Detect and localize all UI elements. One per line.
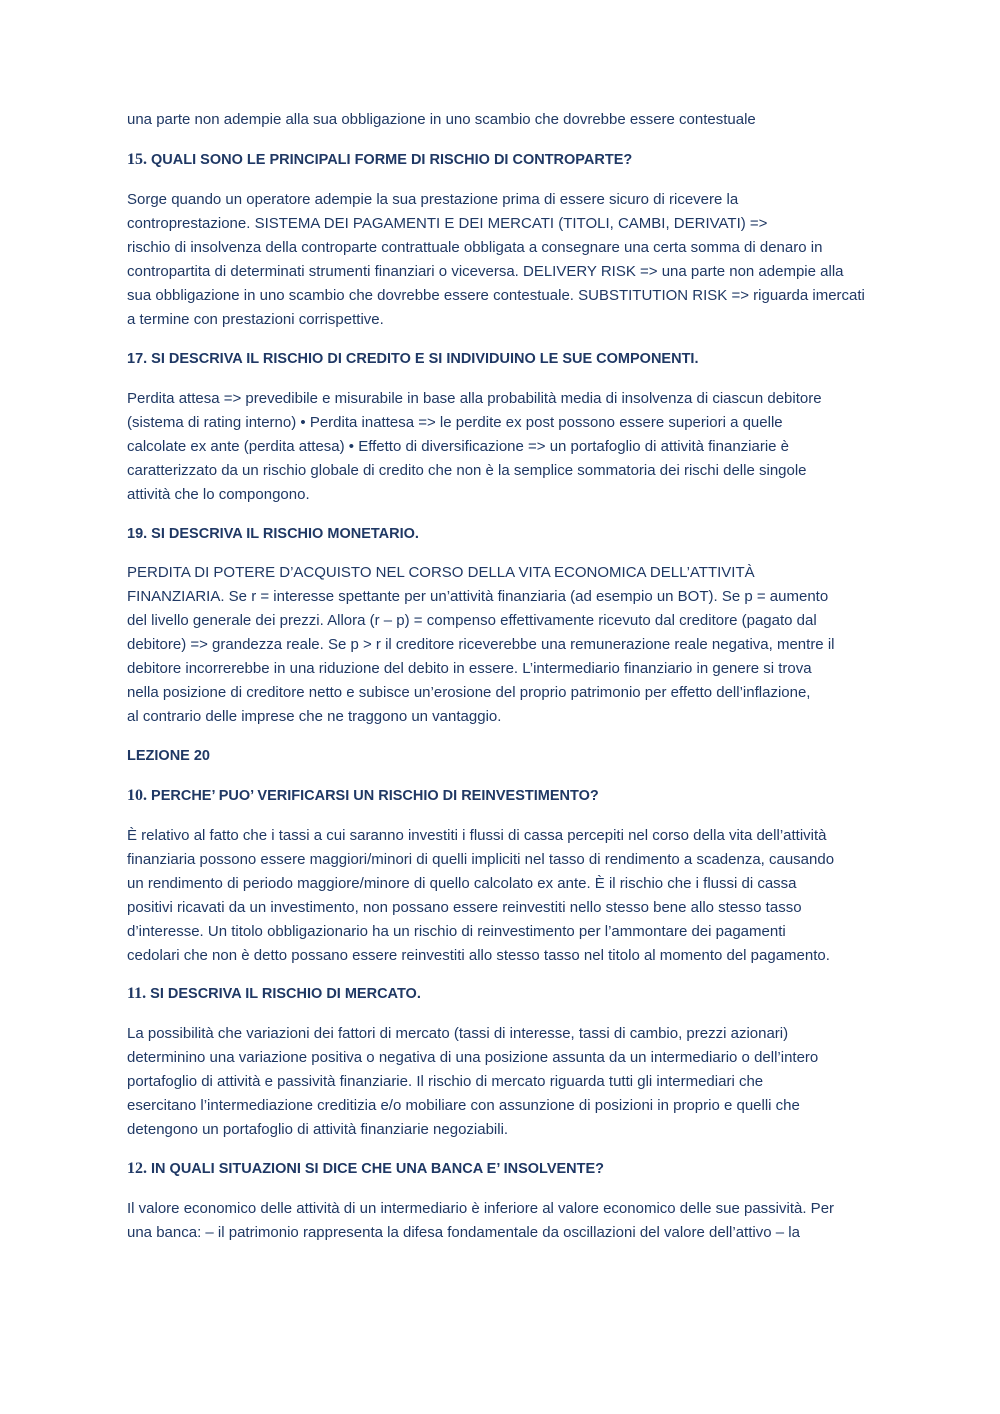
text-line: positivi ricavati da un investimento, non possano essere reinvestiti nello stesso bene allo stesso tasso — [127, 899, 802, 916]
text-line: a termine con prestazioni corrispettive. — [127, 311, 384, 328]
heading-number: 11. — [127, 985, 147, 1002]
text-line: finanziaria possono essere maggiori/minori di quelli impliciti nel tasso di rendimento a scadenza, causando — [127, 851, 835, 868]
heading-text: SI DESCRIVA IL RISCHIO DI MERCATO. — [146, 986, 421, 1002]
text-line: un rendimento di periodo maggiore/minore di quello calcolato ex ante. È il rischio che i flussi di cassa — [127, 875, 797, 892]
paragraph-q19 — [127, 561, 872, 729]
paragraph-q15 — [127, 188, 872, 332]
text-line: Il valore economico delle attività di un intermediario è inferiore al valore economico delle sue passività. Per — [127, 1200, 835, 1217]
text-line: rischio di insolvenza della controparte contrattuale obbligata a consegnare una certa somma di denaro in — [127, 239, 823, 256]
text-line: una parte non adempie alla sua obbligazione in uno scambio che dovrebbe essere contestuale — [127, 111, 756, 128]
heading-number: 15. — [127, 151, 147, 168]
heading-q11 — [127, 982, 872, 1006]
lesson-title: LEZIONE 20 — [127, 748, 210, 764]
paragraph-continuation — [127, 108, 872, 132]
text-line: esercitano l’intermediazione creditizia e/o mobiliare con assunzione di posizioni in proprio e quelli che — [127, 1097, 800, 1114]
text-line: calcolate ex ante (perdita attesa) • Effetto di diversificazione => un portafoglio di attività finanziarie è — [127, 438, 790, 455]
text-line: Sorge quando un operatore adempie la sua prestazione prima di essere sicuro di ricevere la — [127, 191, 739, 208]
heading-q19 — [127, 522, 872, 546]
paragraph-q17 — [127, 387, 872, 507]
heading-text: 19. SI DESCRIVA IL RISCHIO MONETARIO. — [127, 526, 419, 542]
heading-number: 12. — [127, 1160, 147, 1177]
paragraph-q10 — [127, 824, 872, 968]
text-line: una banca: – il patrimonio rappresenta la difesa fondamentale da oscillazioni del valore dell’attivo – la — [127, 1224, 800, 1241]
text-line: Perdita attesa => prevedibile e misurabile in base alla probabilità media di insolvenza di ciascun debitore — [127, 390, 822, 407]
heading-text: 17. SI DESCRIVA IL RISCHIO DI CREDITO E SI INDIVIDUINO LE SUE COMPONENTI. — [127, 351, 699, 367]
text-line: attività che lo compongono. — [127, 486, 310, 503]
heading-number: 10. — [127, 787, 147, 804]
text-line: determinino una variazione positiva o negativa di una posizione assunta da un intermediario o dell’intero — [127, 1049, 819, 1066]
heading-text: PERCHE’ PUO’ VERIFICARSI UN RISCHIO DI REINVESTIMENTO? — [147, 788, 599, 804]
text-line: detengono un portafoglio di attività finanziarie negoziabili. — [127, 1121, 509, 1138]
paragraph-q11 — [127, 1022, 872, 1142]
text-line: È relativo al fatto che i tassi a cui saranno investiti i flussi di cassa percepiti nel corso della vita dell’attività — [127, 827, 827, 844]
text-line: La possibilità che variazioni dei fattori di mercato (tassi di interesse, tassi di cambio, prezzi azionari) — [127, 1025, 789, 1042]
text-line: del livello generale dei prezzi. Allora (r – p) = compenso effettivamente ricevuto dal creditore (pagato dal — [127, 612, 817, 629]
text-line: FINANZIARIA. Se r = interesse spettante per un’attività finanziaria (ad esempio un BOT). Se p = aumento — [127, 588, 829, 605]
text-line: (sistema di rating interno) • Perdita inattesa => le perdite ex post possono essere superiori a quelle — [127, 414, 783, 431]
heading-q17 — [127, 347, 872, 371]
text-line: caratterizzato da un rischio globale di credito che non è la semplice sommatoria dei rischi delle singole — [127, 462, 807, 479]
text-line: debitore incorrerebbe in una riduzione del debito in essere. L’intermediario finanziario in genere si trova — [127, 660, 812, 677]
text-line: PERDITA DI POTERE D’ACQUISTO NEL CORSO DELLA VITA ECONOMICA DELL’ATTIVITÀ — [127, 564, 755, 581]
text-line: cedolari che non è detto possano essere reinvestiti allo stesso tasso nel titolo al momento del pagamento. — [127, 947, 830, 964]
text-line: controprestazione. SISTEMA DEI PAGAMENTI E DEI MERCATI (TITOLI, CAMBI, DERIVATI) => — [127, 215, 768, 232]
text-line: nella posizione di creditore netto e subisce un’erosione del proprio patrimonio per effetto dell’inflazione, — [127, 684, 811, 701]
heading-q15 — [127, 148, 872, 172]
text-line: debitore) => grandezza reale. Se p > r il creditore riceverebbe una remunerazione reale negativa, mentre il — [127, 636, 835, 653]
paragraph-q12 — [127, 1197, 872, 1245]
text-line: al contrario delle imprese che ne traggono un vantaggio. — [127, 708, 502, 725]
heading-q12 — [127, 1157, 872, 1181]
text-line: contropartita di determinati strumenti finanziari o viceversa. DELIVERY RISK => una parte non adempie alla — [127, 263, 844, 280]
heading-q10 — [127, 784, 872, 808]
heading-text: IN QUALI SITUAZIONI SI DICE CHE UNA BANCA E’ INSOLVENTE? — [147, 1161, 605, 1177]
heading-text: QUALI SONO LE PRINCIPALI FORME DI RISCHIO DI CONTROPARTE? — [147, 152, 633, 168]
text-line: d’interesse. Un titolo obbligazionario ha un rischio di reinvestimento per l’ammontare dei pagamenti — [127, 923, 786, 940]
section-title-lezione — [127, 744, 872, 768]
text-line: portafoglio di attività e passività finanziarie. Il rischio di mercato riguarda tutti gli intermediari che — [127, 1073, 764, 1090]
text-line: sua obbligazione in uno scambio che dovrebbe essere contestuale. SUBSTITUTION RISK => riguarda imercati — [127, 287, 865, 304]
